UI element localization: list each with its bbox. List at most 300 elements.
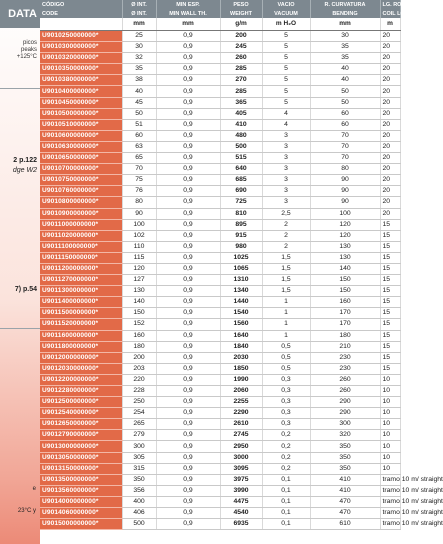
product-code-cell: U9010450000000* — [40, 97, 122, 108]
col-header-wall-en: MIN WALL TH. — [156, 9, 220, 18]
product-code-cell: U9012540000000* — [40, 408, 122, 419]
min-wall-thickness-cell: 0,9 — [156, 230, 220, 241]
min-wall-thickness-cell: 0,9 — [156, 297, 220, 308]
sidebar-divider — [0, 88, 40, 89]
min-wall-thickness-cell: 0,9 — [156, 64, 220, 75]
bending-radius-cell: 70 — [310, 130, 380, 141]
min-wall-thickness-cell: 0,9 — [156, 441, 220, 452]
product-code-cell: U9011520000000* — [40, 319, 122, 330]
coil-length-cell: 15 — [380, 308, 400, 319]
vacuum-cell: 2,5 — [262, 208, 310, 219]
product-code-cell: U9013500000000* — [40, 474, 122, 485]
product-code-cell: U9011150000000* — [40, 252, 122, 263]
product-code-cell: U9012280000000* — [40, 386, 122, 397]
product-code-cell: U9010700000000* — [40, 164, 122, 175]
inner-diameter-cell: 203 — [122, 363, 156, 374]
table-row — [40, 186, 400, 197]
bending-radius-cell: 210 — [310, 341, 380, 352]
table-row — [40, 297, 400, 308]
inner-diameter-cell: 80 — [122, 197, 156, 208]
product-code-cell: U9012000000000* — [40, 352, 122, 363]
inner-diameter-cell: 500 — [122, 519, 156, 530]
min-wall-thickness-cell: 0,9 — [156, 352, 220, 363]
coil-length-cell: 20 — [380, 197, 400, 208]
table-row — [40, 164, 400, 175]
min-wall-thickness-cell: 0,9 — [156, 286, 220, 297]
min-wall-thickness-cell: 0,9 — [156, 330, 220, 341]
coil-length-cell: 20 — [380, 141, 400, 152]
weight-cell: 200 — [220, 31, 262, 42]
table-row — [40, 441, 400, 452]
bending-radius-cell: 50 — [310, 97, 380, 108]
vacuum-cell: 3 — [262, 130, 310, 141]
product-code-cell: U9010760000000* — [40, 186, 122, 197]
table-row — [40, 252, 400, 263]
inner-diameter-cell: 63 — [122, 141, 156, 152]
table-row — [40, 419, 400, 430]
vacuum-cell: 4 — [262, 108, 310, 119]
table-row — [40, 53, 400, 64]
min-wall-thickness-cell: 0,9 — [156, 319, 220, 330]
weight-cell: 3975 — [220, 474, 262, 485]
unit-wall: mm — [156, 18, 220, 31]
coil-length-cell: 20 — [380, 42, 400, 53]
coil-length-cell: 15 — [380, 275, 400, 286]
coil-length-cell: 20 — [380, 119, 400, 130]
bending-radius-cell: 350 — [310, 452, 380, 463]
product-code-cell: U9014000000000* — [40, 496, 122, 507]
product-code-cell: U9010350000000* — [40, 64, 122, 75]
bending-radius-cell: 610 — [310, 519, 380, 530]
product-code-cell: U9015000000000* — [40, 519, 122, 530]
bending-radius-cell: 170 — [310, 319, 380, 330]
min-wall-thickness-cell: 0,9 — [156, 408, 220, 419]
coil-length-cell: 10 — [380, 430, 400, 441]
coil-length-cell: 20 — [380, 130, 400, 141]
unit-coil: m — [380, 18, 400, 31]
min-wall-thickness-cell: 0,9 — [156, 275, 220, 286]
coil-length-cell: 10 — [380, 419, 400, 430]
coil-length-cell: 20 — [380, 31, 400, 42]
bending-radius-cell: 120 — [310, 230, 380, 241]
col-header-wall-es: MIN ESP. — [156, 0, 220, 9]
table-row — [40, 341, 400, 352]
vacuum-cell: 3 — [262, 141, 310, 152]
bending-radius-cell: 80 — [310, 164, 380, 175]
min-wall-thickness-cell: 0,9 — [156, 208, 220, 219]
bending-radius-cell: 50 — [310, 86, 380, 97]
vacuum-cell: 0,1 — [262, 519, 310, 530]
coil-length-cell: 15 — [380, 241, 400, 252]
weight-cell: 1850 — [220, 363, 262, 374]
header-row-english — [40, 9, 400, 18]
col-header-codigo: CÓDIGO — [40, 0, 122, 9]
min-wall-thickness-cell: 0,9 — [156, 53, 220, 64]
min-wall-thickness-cell: 0,9 — [156, 485, 220, 496]
weight-cell: 2060 — [220, 386, 262, 397]
vacuum-cell: 1 — [262, 308, 310, 319]
vacuum-cell: 3 — [262, 186, 310, 197]
bending-radius-cell: 410 — [310, 474, 380, 485]
min-wall-thickness-cell: 0,9 — [156, 496, 220, 507]
inner-diameter-cell: 140 — [122, 297, 156, 308]
min-wall-thickness-cell: 0,9 — [156, 42, 220, 53]
inner-diameter-cell: 30 — [122, 42, 156, 53]
inner-diameter-cell: 250 — [122, 397, 156, 408]
coil-length-cell: 20 — [380, 164, 400, 175]
bending-radius-cell: 470 — [310, 496, 380, 507]
coil-length-cell: 20 — [380, 208, 400, 219]
left-info-column — [0, 0, 40, 544]
weight-cell: 1990 — [220, 374, 262, 385]
vacuum-cell: 0,1 — [262, 496, 310, 507]
coil-length-cell: 20 — [380, 186, 400, 197]
bending-radius-cell: 170 — [310, 308, 380, 319]
weight-cell: 1025 — [220, 252, 262, 263]
vacuum-cell: 0,3 — [262, 386, 310, 397]
weight-cell: 1560 — [220, 319, 262, 330]
bending-radius-cell: 130 — [310, 252, 380, 263]
weight-cell: 3990 — [220, 485, 262, 496]
min-wall-thickness-cell: 0,9 — [156, 452, 220, 463]
min-wall-thickness-cell: 0,9 — [156, 374, 220, 385]
weight-cell: 980 — [220, 241, 262, 252]
bending-radius-cell: 70 — [310, 153, 380, 164]
table-row — [40, 319, 400, 330]
inner-diameter-cell: 51 — [122, 119, 156, 130]
bending-radius-cell: 350 — [310, 441, 380, 452]
bending-radius-cell: 90 — [310, 175, 380, 186]
bending-radius-cell: 100 — [310, 208, 380, 219]
table-row — [40, 286, 400, 297]
product-code-cell: U9011800000000* — [40, 341, 122, 352]
weight-cell: 410 — [220, 119, 262, 130]
table-row — [40, 374, 400, 385]
table-row — [40, 474, 400, 485]
min-wall-thickness-cell: 0,9 — [156, 153, 220, 164]
vacuum-cell: 0,5 — [262, 352, 310, 363]
units-row — [40, 18, 400, 31]
bending-radius-cell: 40 — [310, 64, 380, 75]
bending-radius-cell: 470 — [310, 508, 380, 519]
inner-diameter-cell: 50 — [122, 108, 156, 119]
table-row — [40, 119, 400, 130]
inner-diameter-cell: 127 — [122, 275, 156, 286]
min-wall-thickness-cell: 0,9 — [156, 86, 220, 97]
inner-diameter-cell: 265 — [122, 419, 156, 430]
product-code-cell: U9012650000000* — [40, 419, 122, 430]
min-wall-thickness-cell: 0,9 — [156, 75, 220, 86]
bending-radius-cell: 160 — [310, 297, 380, 308]
min-wall-thickness-cell: 0,9 — [156, 430, 220, 441]
vacuum-cell: 5 — [262, 97, 310, 108]
weight-cell: 1440 — [220, 297, 262, 308]
col-header-weight-es: PESO — [220, 0, 262, 9]
product-code-cell: U9012500000000* — [40, 397, 122, 408]
bending-radius-cell: 140 — [310, 263, 380, 274]
coil-length-cell: 20 — [380, 86, 400, 97]
table-row — [40, 386, 400, 397]
product-code-cell: U9013150000000* — [40, 463, 122, 474]
col-header-coil-en: COIL LGTH. — [380, 9, 400, 18]
bending-radius-cell: 230 — [310, 352, 380, 363]
inner-diameter-cell: 152 — [122, 319, 156, 330]
coil-length-cell: 20 — [380, 75, 400, 86]
weight-cell: 3000 — [220, 452, 262, 463]
product-code-cell: U9011100000000* — [40, 241, 122, 252]
coil-length-cell: 10 — [380, 452, 400, 463]
table-row — [40, 363, 400, 374]
vacuum-cell: 0,5 — [262, 341, 310, 352]
bending-radius-cell: 410 — [310, 485, 380, 496]
inner-diameter-cell: 254 — [122, 408, 156, 419]
inner-diameter-cell: 120 — [122, 263, 156, 274]
coil-length-cell: tramo 10 m/ straight — [380, 496, 400, 507]
product-code-cell: U9010630000000* — [40, 141, 122, 152]
inner-diameter-cell: 65 — [122, 153, 156, 164]
min-wall-thickness-cell: 0,9 — [156, 108, 220, 119]
inner-diameter-cell: 406 — [122, 508, 156, 519]
inner-diameter-cell: 100 — [122, 219, 156, 230]
vacuum-cell: 5 — [262, 31, 310, 42]
coil-length-cell: 20 — [380, 97, 400, 108]
min-wall-thickness-cell: 0,9 — [156, 386, 220, 397]
vacuum-cell: 0,1 — [262, 508, 310, 519]
product-code-cell: U9010900000000* — [40, 208, 122, 219]
product-table — [40, 0, 443, 530]
table-row — [40, 485, 400, 496]
vacuum-cell: 0,2 — [262, 441, 310, 452]
product-code-cell: U9010300000000* — [40, 42, 122, 53]
product-code-cell: U9011020000000* — [40, 230, 122, 241]
table-row — [40, 496, 400, 507]
min-wall-thickness-cell: 0,9 — [156, 474, 220, 485]
inner-diameter-cell: 35 — [122, 64, 156, 75]
bending-radius-cell: 60 — [310, 119, 380, 130]
min-wall-thickness-cell: 0,9 — [156, 119, 220, 130]
min-wall-thickness-cell: 0,9 — [156, 397, 220, 408]
bending-radius-cell: 290 — [310, 408, 380, 419]
inner-diameter-cell: 220 — [122, 374, 156, 385]
coil-length-cell: 10 — [380, 374, 400, 385]
product-code-cell: U9012200000000* — [40, 374, 122, 385]
inner-diameter-cell: 160 — [122, 330, 156, 341]
product-code-cell: U9010500000000* — [40, 108, 122, 119]
technical-data-heading: DATA — [0, 0, 40, 28]
coil-length-cell: 15 — [380, 352, 400, 363]
bending-radius-cell: 260 — [310, 386, 380, 397]
product-code-cell: U9011600000000* — [40, 330, 122, 341]
coil-length-cell: 10 — [380, 408, 400, 419]
vacuum-cell: 2 — [262, 230, 310, 241]
product-code-cell: U9011300000000* — [40, 286, 122, 297]
vacuum-cell: 3 — [262, 153, 310, 164]
inner-diameter-cell: 40 — [122, 86, 156, 97]
coil-length-cell: 15 — [380, 252, 400, 263]
vacuum-cell: 0,1 — [262, 474, 310, 485]
coil-length-cell: 15 — [380, 319, 400, 330]
product-code-cell: U9012790000000* — [40, 430, 122, 441]
inner-diameter-cell: 200 — [122, 352, 156, 363]
table-row — [40, 230, 400, 241]
col-header-diameter-en: Ø INT. — [122, 9, 156, 18]
weight-cell: 640 — [220, 164, 262, 175]
table-row — [40, 197, 400, 208]
table-row — [40, 97, 400, 108]
coil-length-cell: 15 — [380, 219, 400, 230]
table-row — [40, 352, 400, 363]
weight-cell: 915 — [220, 230, 262, 241]
inner-diameter-cell: 180 — [122, 341, 156, 352]
min-wall-thickness-cell: 0,9 — [156, 130, 220, 141]
inner-diameter-cell: 300 — [122, 441, 156, 452]
bending-radius-cell: 350 — [310, 463, 380, 474]
weight-cell: 1340 — [220, 286, 262, 297]
min-wall-thickness-cell: 0,9 — [156, 97, 220, 108]
unit-weight: g/m — [220, 18, 262, 31]
weight-cell: 270 — [220, 75, 262, 86]
col-header-bending-es: R. CURVATURA — [310, 0, 380, 9]
product-code-cell: U9011500000000* — [40, 308, 122, 319]
min-wall-thickness-cell: 0,9 — [156, 419, 220, 430]
vacuum-cell: 0,3 — [262, 374, 310, 385]
weight-cell: 1640 — [220, 330, 262, 341]
inner-diameter-cell: 76 — [122, 186, 156, 197]
col-header-coil-es: LG. ROLLO — [380, 0, 400, 9]
table-row — [40, 430, 400, 441]
temperature-note-picos: picos — [22, 40, 37, 46]
coil-length-cell: tramo 10 m/ straight — [380, 474, 400, 485]
product-code-cell: U9012030000000* — [40, 363, 122, 374]
weight-cell: 3095 — [220, 463, 262, 474]
coil-length-cell: 20 — [380, 64, 400, 75]
vacuum-cell: 2 — [262, 241, 310, 252]
weight-cell: 1540 — [220, 308, 262, 319]
weight-cell: 2030 — [220, 352, 262, 363]
min-wall-thickness-cell: 0,9 — [156, 341, 220, 352]
coil-length-cell: 15 — [380, 297, 400, 308]
page-reference-1: 2 p.122 — [13, 157, 37, 164]
coil-length-cell: 15 — [380, 230, 400, 241]
table-row — [40, 108, 400, 119]
table-row — [40, 141, 400, 152]
bending-radius-cell: 290 — [310, 397, 380, 408]
inner-diameter-cell: 60 — [122, 130, 156, 141]
table-row — [40, 463, 400, 474]
weight-cell: 895 — [220, 219, 262, 230]
bending-radius-cell: 260 — [310, 374, 380, 385]
weight-cell: 515 — [220, 153, 262, 164]
product-code-cell: U9011000000000* — [40, 219, 122, 230]
vacuum-cell: 1,5 — [262, 275, 310, 286]
min-wall-thickness-cell: 0,9 — [156, 164, 220, 175]
vacuum-cell: 1 — [262, 297, 310, 308]
sidebar-footnote-1: e — [32, 486, 36, 492]
temperature-note-peaks: peaks — [20, 47, 37, 53]
vacuum-cell: 5 — [262, 86, 310, 97]
coil-length-cell: 10 — [380, 397, 400, 408]
coil-length-cell: tramo 10 m/ straight — [380, 519, 400, 530]
weight-cell: 2950 — [220, 441, 262, 452]
table-row — [40, 330, 400, 341]
product-code-cell: U9010510000000* — [40, 119, 122, 130]
product-code-cell: U9013050000000* — [40, 452, 122, 463]
vacuum-cell: 1 — [262, 330, 310, 341]
weight-cell: 4475 — [220, 496, 262, 507]
sidebar-footnote-2: 23°C y — [17, 508, 36, 514]
weight-cell: 1310 — [220, 275, 262, 286]
vacuum-cell: 5 — [262, 53, 310, 64]
table-row — [40, 42, 400, 53]
bending-radius-cell: 230 — [310, 363, 380, 374]
coil-length-cell: 20 — [380, 175, 400, 186]
table-row — [40, 208, 400, 219]
weight-cell: 260 — [220, 53, 262, 64]
inner-diameter-cell: 228 — [122, 386, 156, 397]
bending-radius-cell: 35 — [310, 42, 380, 53]
table-row — [40, 219, 400, 230]
inner-diameter-cell: 90 — [122, 208, 156, 219]
weight-cell: 6935 — [220, 519, 262, 530]
product-code-cell: U9011270000000* — [40, 275, 122, 286]
min-wall-thickness-cell: 0,9 — [156, 241, 220, 252]
inner-diameter-cell: 32 — [122, 53, 156, 64]
coil-length-cell: 10 — [380, 441, 400, 452]
min-wall-thickness-cell: 0,9 — [156, 141, 220, 152]
col-header-vacuum-es: VACIO — [262, 0, 310, 9]
product-code-cell: U9011400000000* — [40, 297, 122, 308]
table-body — [40, 31, 443, 530]
min-wall-thickness-cell: 0,9 — [156, 463, 220, 474]
inner-diameter-cell: 70 — [122, 164, 156, 175]
vacuum-cell: 0,2 — [262, 452, 310, 463]
bending-radius-cell: 320 — [310, 430, 380, 441]
col-header-code: CODE — [40, 9, 122, 18]
bending-radius-cell: 70 — [310, 141, 380, 152]
product-table-container — [40, 0, 443, 530]
vacuum-cell: 1,5 — [262, 286, 310, 297]
table-row — [40, 130, 400, 141]
inner-diameter-cell: 279 — [122, 430, 156, 441]
product-code-cell: U9010750000000* — [40, 175, 122, 186]
inner-diameter-cell: 400 — [122, 496, 156, 507]
coil-length-cell: 20 — [380, 108, 400, 119]
vacuum-cell: 1 — [262, 319, 310, 330]
product-code-cell: U9010320000000* — [40, 53, 122, 64]
weight-cell: 1065 — [220, 263, 262, 274]
bending-radius-cell: 90 — [310, 197, 380, 208]
inner-diameter-cell: 45 — [122, 97, 156, 108]
weight-cell: 2610 — [220, 419, 262, 430]
min-wall-thickness-cell: 0,9 — [156, 31, 220, 42]
inner-diameter-cell: 110 — [122, 241, 156, 252]
bending-radius-cell: 30 — [310, 31, 380, 42]
table-row — [40, 153, 400, 164]
vacuum-cell: 2 — [262, 219, 310, 230]
coil-length-cell: 20 — [380, 153, 400, 164]
min-wall-thickness-cell: 0,9 — [156, 175, 220, 186]
min-wall-thickness-cell: 0,9 — [156, 186, 220, 197]
sidebar-divider — [0, 328, 40, 329]
min-wall-thickness-cell: 0,9 — [156, 219, 220, 230]
coil-length-cell: 15 — [380, 263, 400, 274]
bending-radius-cell: 150 — [310, 286, 380, 297]
vacuum-cell: 4 — [262, 119, 310, 130]
weight-cell: 810 — [220, 208, 262, 219]
col-header-bending-en: BENDING — [310, 9, 380, 18]
product-code-cell: U9010400000000* — [40, 86, 122, 97]
bending-radius-cell: 90 — [310, 186, 380, 197]
